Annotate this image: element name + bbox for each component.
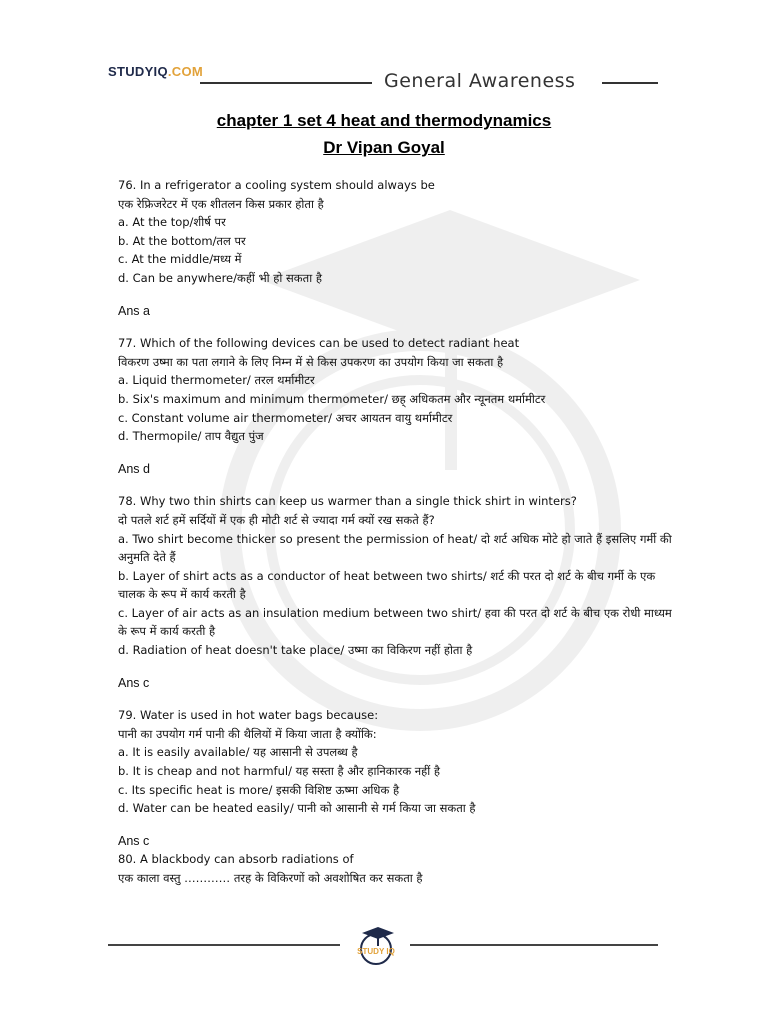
question-block: [118, 706, 678, 850]
question-hindi: विकरण उष्मा का पता लगाने के लिए निम्न में से किस उपकरण का उपयोग किया जा सकता है: [118, 354, 504, 369]
option-b: b. It is cheap and not harmful/ यह सस्ता है और हानिकारक नहीं है: [118, 764, 441, 779]
question-hindi: एक रेफ्रिजरेटर में एक शीतलन किस प्रकार होता है: [118, 196, 324, 211]
option-c: c. Its specific heat is more/ इसकी विशिष्ट ऊष्मा अधिक है: [118, 782, 400, 797]
answer: Ans c: [118, 675, 150, 690]
question-block: [118, 850, 678, 887]
question-hindi: पानी का उपयोग गर्म पानी की थैलियों में किया जाता है क्योंकि:: [118, 726, 377, 741]
answer: Ans c: [118, 833, 150, 848]
option-b: b. At the bottom/तल पर: [118, 233, 246, 248]
option-c: c. At the middle/मध्य में: [118, 252, 242, 267]
option-b: b. Layer of shirt acts as a conductor of heat between two shirts/ शर्ट की परत दो शर्ट के बीच गर्मी के एक चालक के रूप में कार्य करती है: [118, 568, 656, 602]
option-a: a. At the top/शीर्ष पर: [118, 215, 226, 230]
question-block: [118, 492, 678, 692]
question-block: [118, 176, 678, 320]
question-english: 80. A blackbody can absorb radiations of: [118, 852, 354, 867]
page-footer: [108, 924, 660, 968]
option-d: d. Can be anywhere/कहीं भी हो सकता है: [118, 270, 322, 285]
answer: Ans d: [118, 461, 150, 476]
question-english: 76. In a refrigerator a cooling system should always be: [118, 178, 435, 192]
option-c: c. Layer of air acts as an insulation medium between two shirt/ हवा की परत दो शर्ट के बीच एक रोधी माध्यम के रूप में कार्य करती है: [118, 605, 672, 639]
logo-accent-text: .COM: [167, 64, 204, 79]
page-header: [108, 60, 668, 100]
footer-divider-left: [108, 944, 340, 946]
option-a: a. Two shirt become thicker so present the permission of heat/ दो शर्ट अधिक मोटे हो जाते हैं इसलिए गर्मी की अनुमति देते हैं: [118, 531, 672, 565]
author-name: Dr Vipan Goyal: [323, 138, 445, 157]
option-d: d. Radiation of heat doesn't take place/ उष्मा का विकिरण नहीं होता है: [118, 643, 473, 658]
question-english: 77. Which of the following devices can be used to detect radiant heat: [118, 336, 520, 351]
header-divider-right: [602, 82, 658, 84]
question-hindi: दो पतले शर्ट हमें सर्दियों में एक ही मोटी शर्ट से ज्यादा गर्म क्यों रख सकते हैं?: [118, 512, 435, 527]
question-english: 79. Water is used in hot water bags because:: [118, 708, 379, 723]
answer: Ans a: [118, 303, 150, 318]
option-a: a. It is easily available/ यह आसानी से उपलब्ध है: [118, 745, 358, 760]
option-d: d. Thermopile/ ताप वैद्युत पुंज: [118, 429, 264, 444]
studyiq-footer-logo-icon: [348, 924, 404, 968]
studyiq-logo: [108, 64, 203, 79]
footer-logo-text: STUDY IQ: [357, 947, 395, 956]
option-d: d. Water can be heated easily/ पानी को आसानी से गर्म किया जा सकता है: [118, 801, 476, 816]
option-a: a. Liquid thermometer/ तरल थर्मामीटर: [118, 373, 315, 388]
question-list: [118, 176, 678, 888]
logo-main-text: STUDYIQ: [108, 64, 168, 79]
question-hindi: एक काला वस्तु ………… तरह के विकिरणों को अवशोषित कर सकता है: [118, 871, 423, 885]
question-block: [118, 334, 678, 478]
section-title: General Awareness: [384, 70, 576, 92]
header-divider-left: [200, 82, 372, 84]
option-c: c. Constant volume air thermometer/ अचर आयतन वायु थर्मामीटर: [118, 410, 453, 425]
footer-divider-right: [410, 944, 658, 946]
chapter-title: chapter 1 set 4 heat and thermodynamics: [216, 111, 552, 130]
option-b: b. Six's maximum and minimum thermometer/ छह् अधिकतम और न्यूनतम थर्मामीटर: [118, 391, 546, 406]
question-english: 78. Why two thin shirts can keep us warmer than a single thick shirt in winters?: [118, 494, 577, 509]
